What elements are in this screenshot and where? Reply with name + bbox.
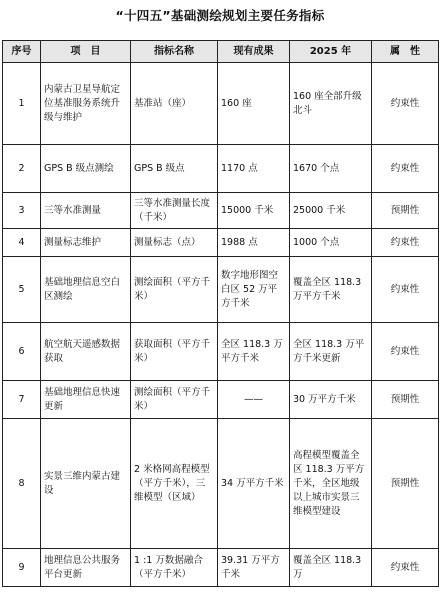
- row-no: 7: [3, 381, 41, 419]
- header-no: 序号: [3, 41, 41, 63]
- row-project: 基础地理信息快速更新: [41, 381, 131, 419]
- table-row: [3, 145, 439, 193]
- header-indicator: 指标名称: [131, 41, 218, 63]
- row-current: 34 万平方千米: [218, 419, 290, 549]
- table-row: [3, 323, 439, 381]
- row-attribute: 约束性: [372, 257, 439, 323]
- row-attribute: 约束性: [372, 549, 439, 587]
- row-project: 实景三维内蒙古建设: [41, 419, 131, 549]
- row-project: GPS B 级点测绘: [41, 145, 131, 193]
- row-target: 25000 千米: [290, 193, 372, 229]
- row-current: 全区 118.3 万平方千米: [218, 323, 290, 381]
- row-attribute: 预期性: [372, 193, 439, 229]
- row-indicator: 获取面积（平方千米）: [131, 323, 218, 381]
- row-project: 基础地理信息空白区测绘: [41, 257, 131, 323]
- row-current: 15000 千米: [218, 193, 290, 229]
- task-indicator-table: [2, 40, 439, 587]
- table-header-row: [3, 41, 439, 63]
- table-row: [3, 381, 439, 419]
- table-row: [3, 193, 439, 229]
- header-target: 2025 年: [290, 41, 372, 63]
- row-no: 8: [3, 419, 41, 549]
- row-current: ——: [218, 381, 290, 419]
- row-indicator: 测量标志（点）: [131, 229, 218, 257]
- row-attribute: 约束性: [372, 229, 439, 257]
- table-row: [3, 419, 439, 549]
- header-attribute: 属 性: [372, 41, 439, 63]
- row-no: 1: [3, 63, 41, 145]
- row-indicator: 1 :1 万数据融合（平方千米）: [131, 549, 218, 587]
- page-title: “十四五”基础测绘规划主要任务指标: [115, 8, 325, 23]
- row-attribute: 约束性: [372, 145, 439, 193]
- row-attribute: 预期性: [372, 419, 439, 549]
- row-attribute: 约束性: [372, 323, 439, 381]
- row-attribute: 预期性: [372, 381, 439, 419]
- row-target: 高程模型覆盖全区 118.3 万平方千米，全区地级以上城市实景三维模型建设: [290, 419, 372, 549]
- row-target: 1670 个点: [290, 145, 372, 193]
- row-target: 覆盖全区 118.3 万: [290, 549, 372, 587]
- row-current: 1988 点: [218, 229, 290, 257]
- row-project: 地理信息公共服务平台更新: [41, 549, 131, 587]
- table-row: [3, 229, 439, 257]
- row-project: 内蒙古卫星导航定位基准服务系统升级与维护: [41, 63, 131, 145]
- row-no: 9: [3, 549, 41, 587]
- row-indicator: GPS B 级点: [131, 145, 218, 193]
- row-no: 5: [3, 257, 41, 323]
- row-current: 160 座: [218, 63, 290, 145]
- row-no: 4: [3, 229, 41, 257]
- row-current: 数字地形图空白区 52 万平方千米: [218, 257, 290, 323]
- table-row: [3, 257, 439, 323]
- row-target: 覆盖全区 118.3 万平方千米: [290, 257, 372, 323]
- row-no: 2: [3, 145, 41, 193]
- row-indicator: 测绘面积（平方千米）: [131, 257, 218, 323]
- row-indicator: 2 米格网高程模型（平方千米），三维模型（区域）: [131, 419, 218, 549]
- table-row: [3, 549, 439, 587]
- table-row: [3, 63, 439, 145]
- row-project: 航空航天遥感数据获取: [41, 323, 131, 381]
- row-target: 全区 118.3 万平方千米更新: [290, 323, 372, 381]
- row-indicator: 三等水准测量长度（千米）: [131, 193, 218, 229]
- row-target: 1000 个点: [290, 229, 372, 257]
- row-target: 160 座全部升级北斗: [290, 63, 372, 145]
- header-current: 现有成果: [218, 41, 290, 63]
- row-no: 6: [3, 323, 41, 381]
- row-current: 1170 点: [218, 145, 290, 193]
- row-indicator: 基准站（座）: [131, 63, 218, 145]
- header-project: 项 目: [41, 41, 131, 63]
- row-project: 三等水准测量: [41, 193, 131, 229]
- row-project: 测量标志维护: [41, 229, 131, 257]
- row-no: 3: [3, 193, 41, 229]
- row-attribute: 约束性: [372, 63, 439, 145]
- row-indicator: 测绘面积（平方千米）: [131, 381, 218, 419]
- row-target: 30 万平方千米: [290, 381, 372, 419]
- row-current: 39.31 万平方千米: [218, 549, 290, 587]
